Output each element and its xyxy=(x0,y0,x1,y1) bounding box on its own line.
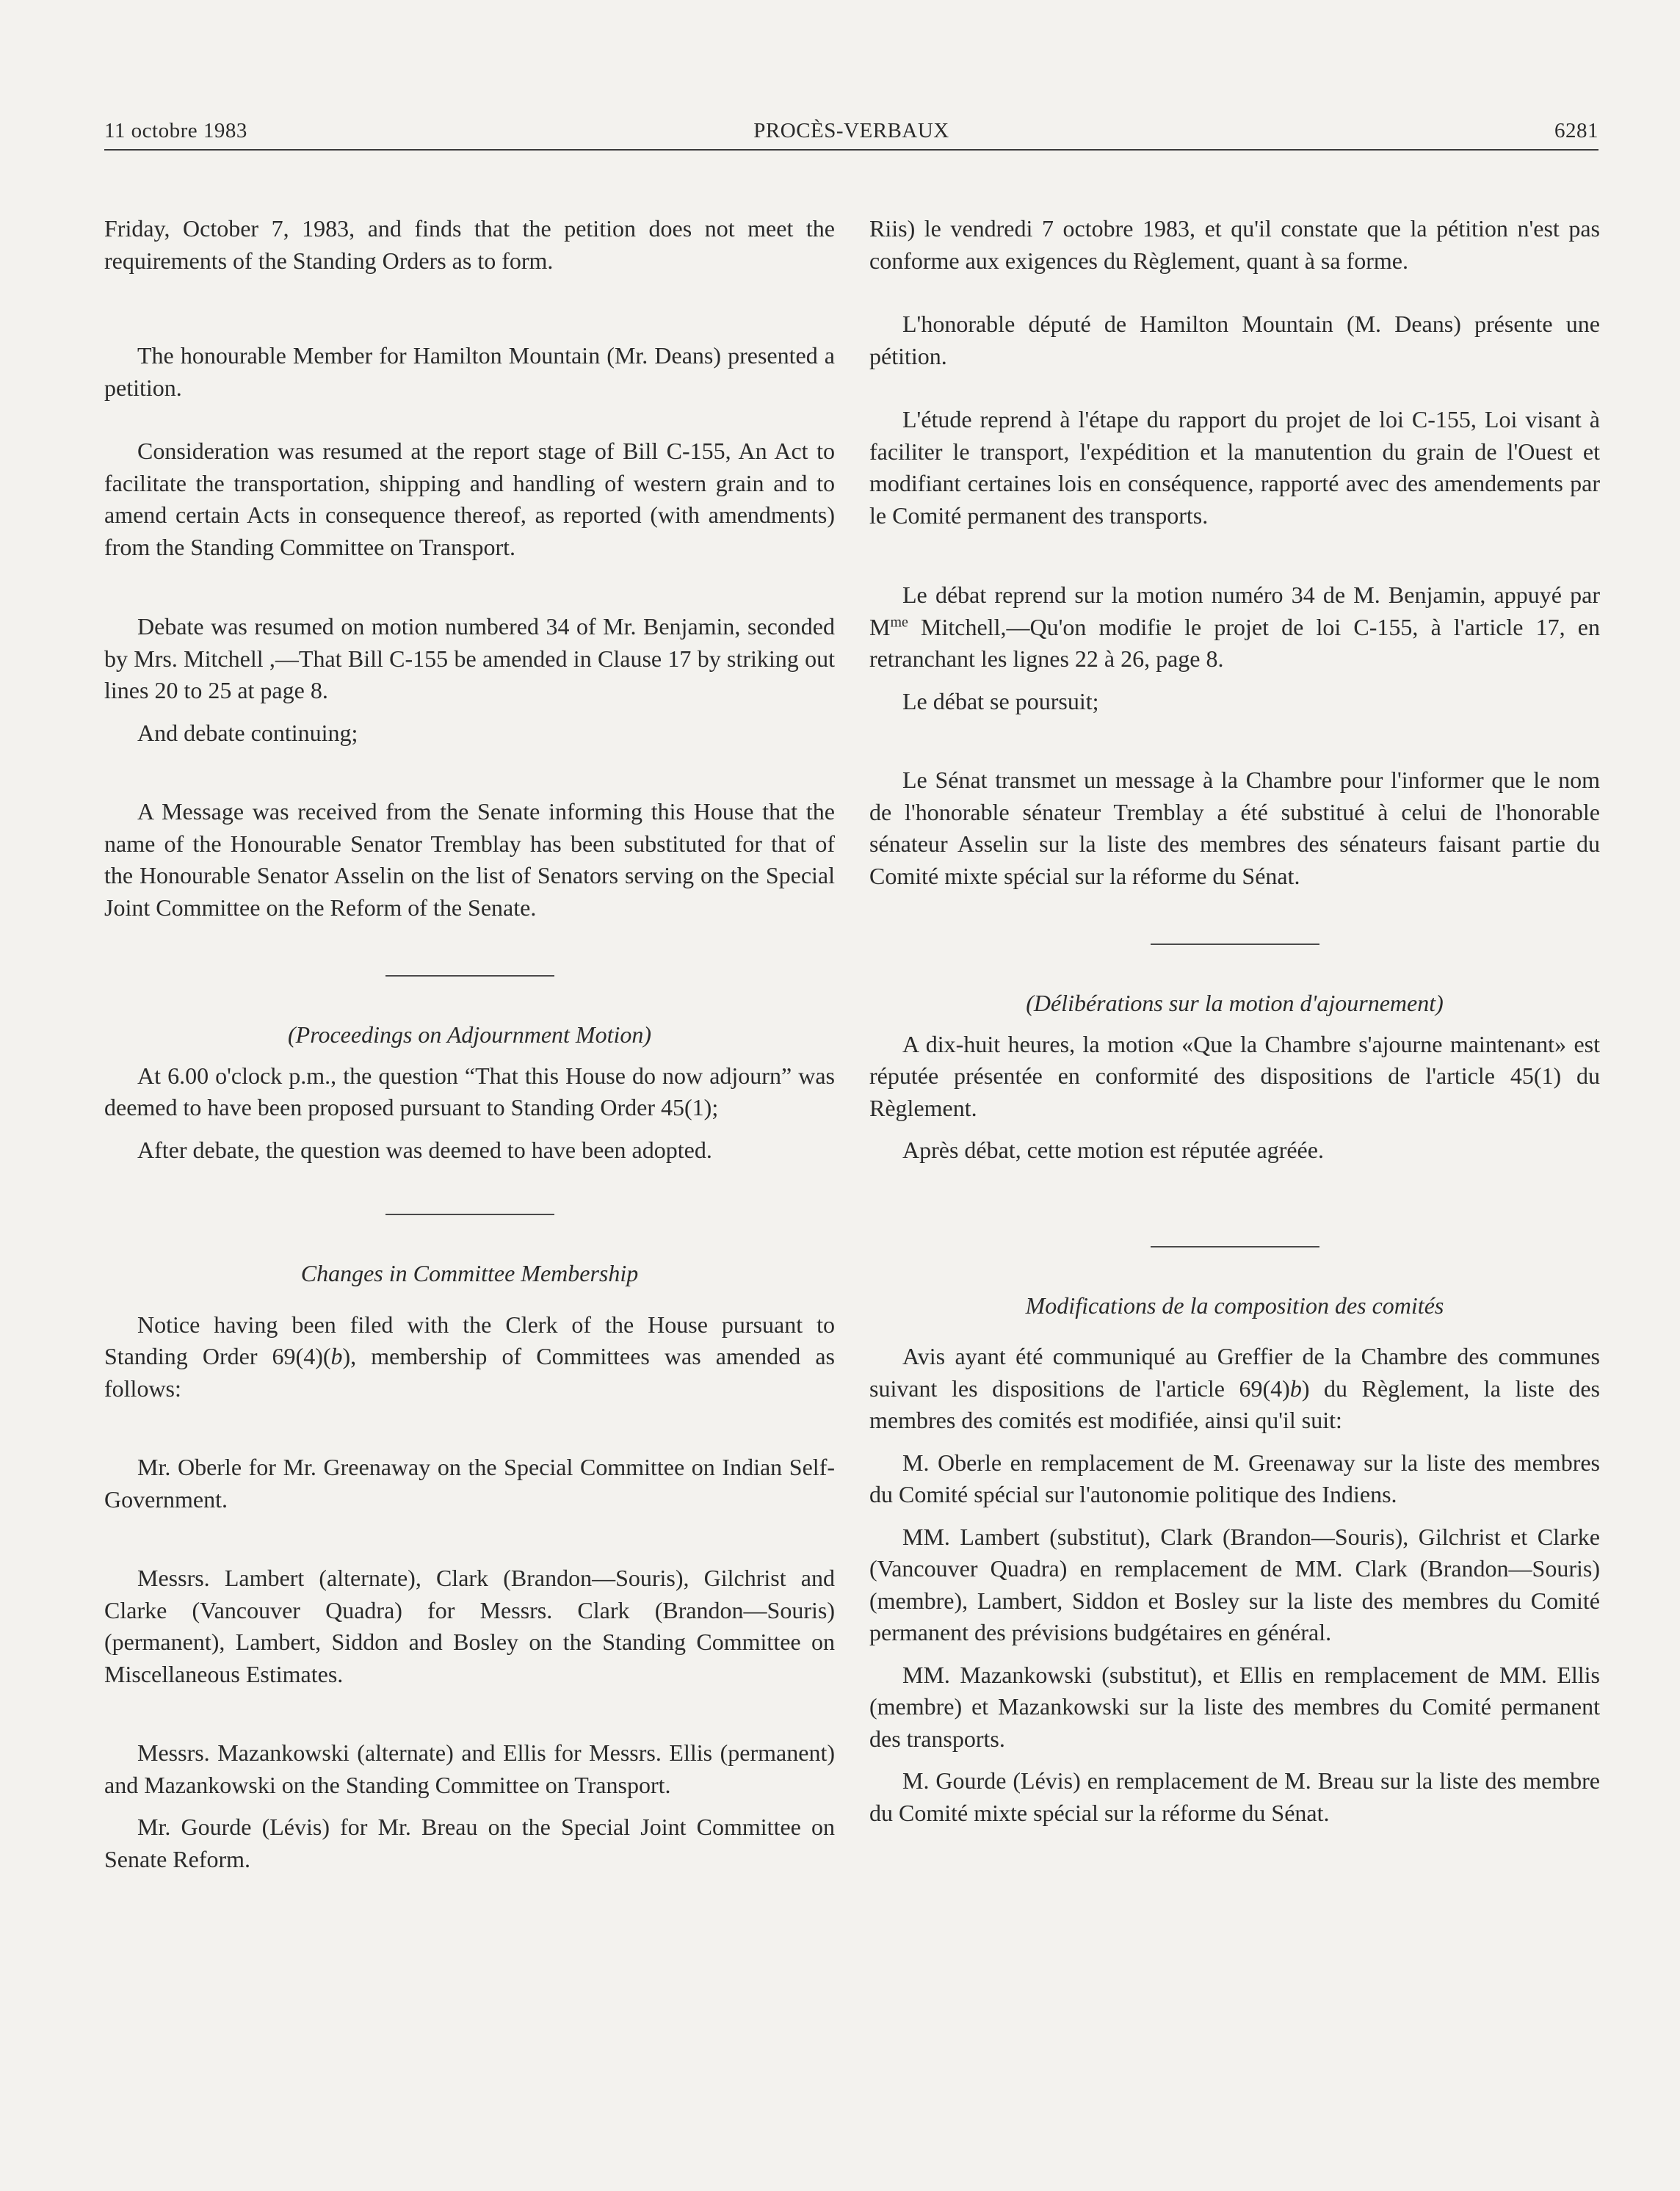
en-paragraph-8: After debate, the question was deemed to have been adopted. xyxy=(137,1136,712,1163)
en-heading-adjournment: (Proceedings on Adjournment Motion) xyxy=(287,1021,652,1048)
en-section-divider-2 xyxy=(385,1214,554,1215)
fr-paragraph-11: MM. Lambert (substitut), Clark (Brandon—Souris), Gilchrist et Clarke (Vancouver Quadra) en remplacement de MM. Clark (Brandon—Souris) (membre), Lambert, Siddon et Bosley sur la liste des membres du Comité permanent des prévisions budgétaires en général. xyxy=(869,1523,1600,1645)
fr-paragraph-8: Après débat, cette motion est réputée agréée. xyxy=(902,1137,1324,1163)
en-paragraph-2: The honourable Member for Hamilton Mountain (Mr. Deans) presented a petition. xyxy=(104,342,835,401)
fr-heading-committees: Modifications de la composition des comités xyxy=(1025,1292,1444,1319)
en-paragraph-5: And debate continuing; xyxy=(137,719,358,746)
header-title: PROCÈS-VERBAUX xyxy=(753,119,949,142)
fr-paragraph-1: Riis) le vendredi 7 octobre 1983, et qu'il constate que la pétition n'est pas conforme aux exigences du Règlement, quant à sa forme. xyxy=(869,215,1600,274)
en-paragraph-1: Friday, October 7, 1983, and finds that the petition does not meet the requirements of the Standing Orders as to form. xyxy=(104,215,835,274)
en-paragraph-4: Debate was resumed on motion numbered 34 of Mr. Benjamin, seconded by Mrs. Mitchell ,—That Bill C-155 be amended in Clause 17 by striking out lines 20 to 25 at page 8. xyxy=(104,613,835,703)
page-number: 6281 xyxy=(1554,119,1598,142)
fr-heading-adjournment: (Délibérations sur la motion d'ajournement) xyxy=(1026,990,1444,1016)
fr-section-divider-2 xyxy=(1151,1246,1319,1247)
fr-section-divider-1 xyxy=(1151,944,1319,945)
fr-paragraph-5: Le débat se poursuit; xyxy=(902,687,1099,714)
fr-paragraph-7: A dix-huit heures, la motion «Que la Chambre s'ajourne maintenant» est réputée présentée en conformité des dispositions de l'article 45(1) du Règlement. xyxy=(869,1030,1600,1121)
fr-paragraph-4: Le débat reprend sur la motion numéro 34 de M. Benjamin, appuyé par $M^{me}$ Mitchell,—Qu'on modifie le projet de loi C-155, à l'article 17, en retranchant les lignes 22 à 26, page 8. xyxy=(869,582,1600,672)
page-header xyxy=(104,112,1598,150)
english-column xyxy=(104,213,835,1875)
en-paragraph-3: Consideration was resumed at the report stage of Bill C-155, An Act to facilitate the transportation, shipping and handling of western grain and to amend certain Acts in consequence thereof, as reported (with amendments) from the Standing Committee on Transport. xyxy=(104,438,835,560)
french-column xyxy=(869,213,1600,1829)
fr-paragraph-2: L'honorable député de Hamilton Mountain (M. Deans) présente une pétition. xyxy=(869,311,1600,369)
header-date: 11 octobre 1983 xyxy=(104,119,247,142)
fr-paragraph-9: Avis ayant été communiqué au Greffier de la Chambre des communes suivant les dispositions de l'article 69(4)b) du Règlement, la liste des membres des comités est modifiée, ainsi qu'il suit: xyxy=(869,1343,1600,1433)
en-paragraph-12: Messrs. Mazankowski (alternate) and Ellis for Messrs. Ellis (permanent) and Mazankowski on the Standing Committee on Transport. xyxy=(104,1739,835,1798)
fr-paragraph-6: Le Sénat transmet un message à la Chambre pour l'informer que le nom de l'honorable sénateur Tremblay a été substitué à celui de l'honorable sénateur Asselin sur la liste des membres des sénateurs faisant partie du Comité mixte spécial sur la réforme du Sénat. xyxy=(869,767,1600,889)
fr-paragraph-3: L'étude reprend à l'étape du rapport du projet de loi C-155, Loi visant à faciliter le transport, l'expédition et la manutention du grain de l'Ouest et modifiant certaines lois en conséquence, rapporté avec des amendements par le Comité permanent des transports. xyxy=(869,406,1600,529)
en-paragraph-9: Notice having been filed with the Clerk of the House pursuant to Standing Order 69(4)(b), membership of Committees was amended as follows: xyxy=(104,1311,836,1402)
fr-paragraph-10: M. Oberle en remplacement de M. Greenaway sur la liste des membres du Comité spécial sur l'autonomie politique des Indiens. xyxy=(869,1449,1600,1507)
en-paragraph-6: A Message was received from the Senate informing this House that the name of the Honourable Senator Tremblay has been substituted for that of the Honourable Senator Asselin on the list of Senators serving on the Special Joint Committee on the Reform of the Senate. xyxy=(104,798,835,921)
fr-paragraph-12: MM. Mazankowski (substitut), et Ellis en remplacement de MM. Ellis (membre) et Mazankowski sur la liste des membres du Comité permanent des transports. xyxy=(869,1661,1600,1752)
en-section-divider-1 xyxy=(385,975,554,977)
en-paragraph-11: Messrs. Lambert (alternate), Clark (Brandon—Souris), Gilchrist and Clarke (Vancouver Quadra) for Messrs. Clark (Brandon—Souris) (permanent), Lambert, Siddon and Bosley on the Standing Committee on Miscellaneous Estimates. xyxy=(104,1565,835,1687)
en-paragraph-13: Mr. Gourde (Lévis) for Mr. Breau on the Special Joint Committee on Senate Reform. xyxy=(104,1814,835,1872)
en-paragraph-10: Mr. Oberle for Mr. Greenaway on the Special Committee on Indian Self-Government. xyxy=(104,1454,835,1513)
fr-paragraph-13: M. Gourde (Lévis) en remplacement de M. Breau sur la liste des membre du Comité mixte spécial sur la réforme du Sénat. xyxy=(869,1767,1600,1826)
en-paragraph-7: At 6.00 o'clock p.m., the question “That this House do now adjourn” was deemed to have been proposed pursuant to Standing Order 45(1); xyxy=(104,1062,835,1120)
en-heading-committees: Changes in Committee Membership xyxy=(300,1260,639,1286)
header-rule xyxy=(104,149,1598,151)
